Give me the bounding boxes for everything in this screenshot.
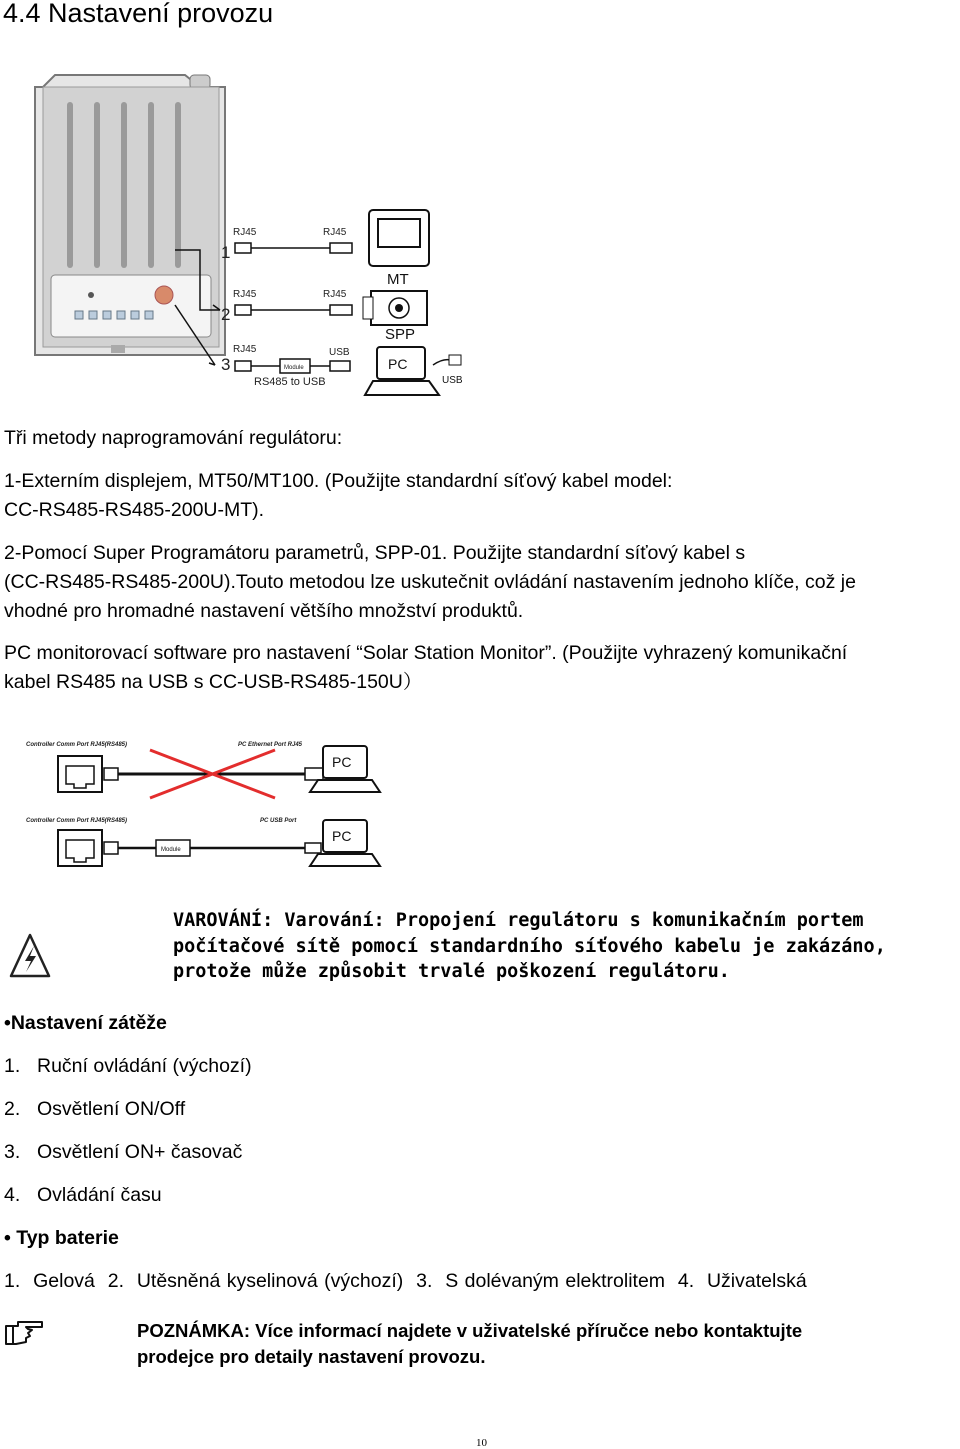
rs485-to-usb-label: RS485 to USB xyxy=(254,376,326,388)
rj45-label-3: RJ45 xyxy=(233,289,257,300)
controller-connection-diagram xyxy=(25,65,505,405)
pc-laptop-image xyxy=(365,347,463,395)
controller-device-image xyxy=(35,75,225,355)
pc-label-top: PC xyxy=(332,754,352,770)
bottom-left-caption: Controller Comm Port RJ45(RS485) xyxy=(26,818,128,824)
load-item-3: 3. Osvětlení ON+ časovač xyxy=(4,1141,243,1163)
usb-connection-row xyxy=(58,820,380,866)
page-heading: 4.4 Nastavení provozu xyxy=(3,0,274,28)
load-item-4: 4. Ovládání času xyxy=(4,1184,162,1206)
module-label: Module xyxy=(284,365,304,371)
rj45-label-5: RJ45 xyxy=(233,344,257,355)
pc-cable-diagram xyxy=(20,730,400,880)
method-number-3: 3 xyxy=(221,355,231,374)
pointing-hand-icon xyxy=(4,1318,46,1348)
top-left-caption: Controller Comm Port RJ45(RS485) xyxy=(26,742,128,748)
usb-label: USB xyxy=(329,347,350,358)
battery-type-list: 1. Gelová 2. Utěsněná kyselinová (výchozí) 3. S dolévaným elektrolitem 4. Uživatelská xyxy=(4,1270,807,1292)
module-label-bottom: Module xyxy=(161,847,181,853)
pc-label: PC xyxy=(388,356,408,372)
mt-label: MT xyxy=(387,271,409,288)
pc-label-bottom: PC xyxy=(332,828,352,844)
method-number-1: 1 xyxy=(221,243,231,262)
warning-text: VAROVÁNÍ: Varování: Propojení regulátoru s komunikačním portem počítačové sítě pomocí standardního síťového kabelu je zakázáno, protože může způsobit trvalé poškození regulátoru. xyxy=(173,910,886,982)
load-settings-title: •Nastavení zátěže xyxy=(4,1012,167,1034)
rj45-label-4: RJ45 xyxy=(323,289,347,300)
methods-title: Tři metody naprogramování regulátoru: xyxy=(4,427,343,449)
spp-device-image xyxy=(363,291,427,343)
top-right-caption: PC Ethernet Port RJ45 xyxy=(238,742,303,748)
method-2-text: 2-Pomocí Super Programátoru parametrů, SPP-01. Použijte standardní síťový kabel s (CC-RS485-RS485-200U).Touto metodou lze uskutečnit ovládání nastavením jednoho klíče, což je vhodné pro hromadné nastavení většího množství produktů. xyxy=(4,542,856,622)
method-number-2: 2 xyxy=(221,305,231,324)
battery-type-title: • Typ baterie xyxy=(4,1227,119,1249)
spp-label: SPP xyxy=(385,326,416,343)
rj45-label-2: RJ45 xyxy=(323,227,347,238)
method-3-text: PC monitorovací software pro nastavení “Solar Station Monitor”. (Použijte vyhrazený komunikační kabel RS485 na USB s CC-USB-RS485-150U） xyxy=(4,642,848,693)
usb-plug-label: USB xyxy=(442,375,463,386)
rj45-label-1: RJ45 xyxy=(233,227,257,238)
ethernet-connection-row xyxy=(58,746,380,798)
mt-display-image xyxy=(369,210,429,288)
bottom-right-caption: PC USB Port xyxy=(260,818,297,824)
method-1-text: 1-Externím displejem, MT50/MT100. (Použijte standardní síťový kabel model: CC-RS485-RS485-200U-MT). xyxy=(4,470,673,521)
electrical-warning-icon xyxy=(8,932,52,980)
load-item-1: 1. Ruční ovládání (výchozí) xyxy=(4,1055,252,1077)
page-number: 10 xyxy=(476,1437,487,1449)
note-text: POZNÁMKA: Více informací najdete v uživatelské příručce nebo kontaktujte prodejce pro detaily nastavení provozu. xyxy=(137,1320,803,1367)
load-item-2: 2. Osvětlení ON/Off xyxy=(4,1098,186,1120)
